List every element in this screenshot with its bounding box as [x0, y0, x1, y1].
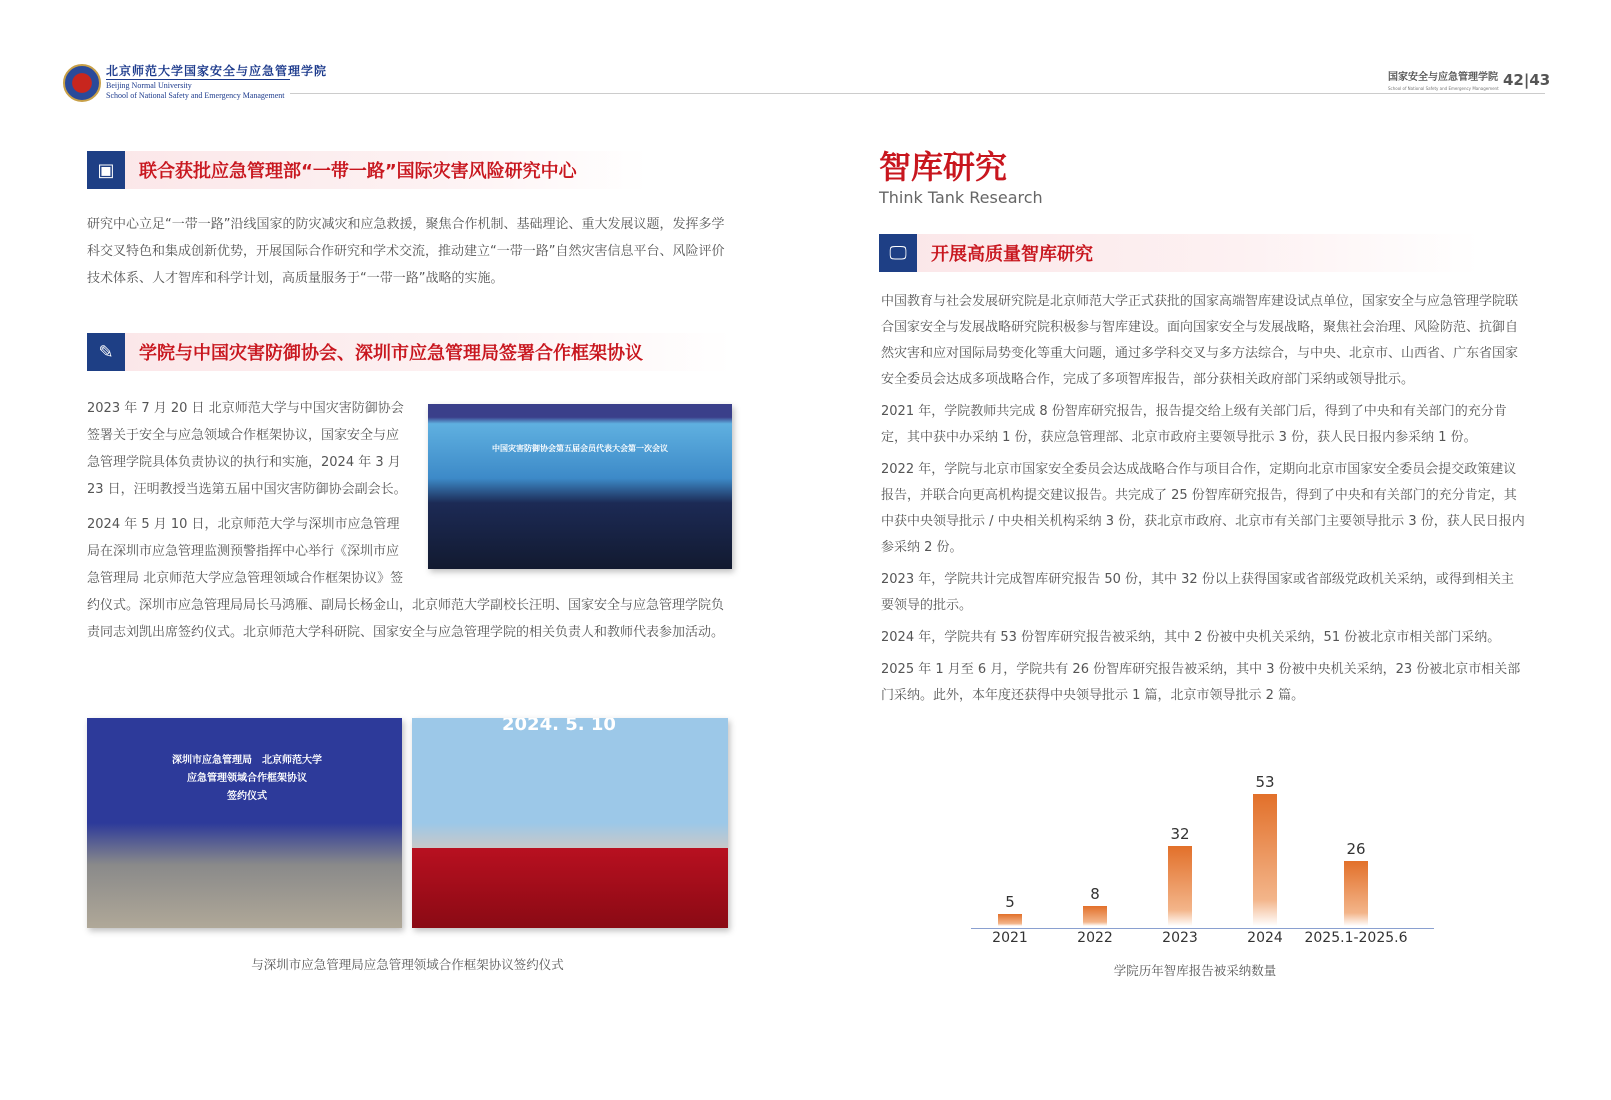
- paragraph: 2021 年，学院教师共完成 8 份智库研究报告，报告提交给上级有关部门后，得到了中央和有关部门的充分肯定，其中获中办采纳 1 份，获应急管理部、北京市政府主要领导批示 3 份，获人民日报内参采纳 1 份。: [881, 404, 1507, 445]
- edit-icon: ✎: [87, 333, 125, 371]
- photo-banner: [127, 752, 367, 806]
- section-header-think-tank: [879, 234, 1479, 272]
- agreement-paragraph-2b: 行《深圳市应急管理局 北京师范大学应急管理领域合作框架协议》签约仪式。深圳市应急管理局局长马鸿雁、副局长杨金山，北京师范大学副校长汪明、国家安全与应急管理学院负责同志刘凯出席签约仪式。北京师范大学科研院、国家安全与应急管理学院的相关负责人和教师代表参加活动。: [87, 544, 725, 640]
- certificate-icon: ▣: [87, 151, 125, 189]
- logo-chinese-name: 北京师范大学国家安全与应急管理学院: [106, 64, 328, 78]
- running-head: 国家安全与应急管理学院: [1388, 72, 1498, 83]
- banner-line: 应急管理领域合作框架协议: [187, 773, 307, 784]
- logo-en-line1: Beijing Normal University: [106, 81, 192, 90]
- bar-value-label: 26: [1346, 840, 1366, 858]
- bar-value-label: 32: [1170, 825, 1190, 843]
- university-seal-logo: [63, 64, 101, 102]
- think-tank-text: [881, 289, 1526, 715]
- photo-caption: 与深圳市应急管理局应急管理领域合作框架协议签约仪式: [251, 957, 564, 972]
- header-rule: [290, 93, 1545, 94]
- x-tick-label: 2024: [1247, 930, 1283, 946]
- bar-2022: [1083, 906, 1107, 926]
- bar-value-label: 5: [1005, 892, 1015, 911]
- agreement-paragraph-2a: 2024 年 5 月 10 日，北京师范大学与深圳市应急管理局在深圳市应急管理监测预警指挥中心举: [87, 517, 400, 559]
- section-header-agreements: [87, 333, 732, 371]
- section-header-belt-road: [87, 151, 647, 189]
- banner-line: 签约仪式: [227, 791, 267, 802]
- paragraph: 2024 年，学院共有 53 份智库研究报告被采纳，其中 2 份被中央机关采纳，51 份被北京市相关部门采纳。: [881, 630, 1501, 645]
- divider: [106, 79, 290, 80]
- banner-line: 深圳市应急管理局 北京师范大学: [172, 755, 322, 766]
- page-right: 43: [1529, 71, 1551, 89]
- conference-photo: [428, 404, 732, 569]
- chart-title: 学院历年智库报告被采纳数量: [1113, 963, 1277, 978]
- signing-photo: [412, 718, 728, 928]
- x-tick-label: 2022: [1077, 930, 1113, 946]
- section-title: 联合获批应急管理部“一带一路”国际灾害风险研究中心: [139, 161, 577, 182]
- running-head-en: School of National Safety and Emergency Management: [1388, 86, 1499, 91]
- x-tick-label: 2023: [1162, 930, 1198, 946]
- bar-2024: [1253, 794, 1277, 927]
- bar-2023: [1168, 846, 1192, 926]
- logo-english-name: [106, 81, 284, 101]
- paragraph: 2025 年 1 月至 6 月，学院共有 26 份智库研究报告被采纳，其中 3 份被中央机关采纳，23 份被北京市相关部门采纳。此外，本年度还获得中央领导批示 1 篇，北京市领导批示 2 篇。: [881, 662, 1521, 703]
- page-title: 智库研究: [879, 148, 1008, 186]
- x-tick-label: 2021: [992, 930, 1028, 946]
- section-title: 学院与中国灾害防御协会、深圳市应急管理局签署合作框架协议: [139, 343, 643, 364]
- bar-value-label: 53: [1255, 772, 1275, 791]
- group-photo: [87, 718, 402, 928]
- section-title: 开展高质量智库研究: [931, 244, 1093, 265]
- logo-en-line2: School of National Safety and Emergency Management: [106, 91, 285, 100]
- monitor-icon: 🖵: [879, 234, 917, 272]
- page-subtitle: Think Tank Research: [879, 188, 1043, 207]
- paragraph: 2022 年，学院与北京市国家安全委员会达成战略合作与项目合作，定期向北京市国家安全委员会提交政策建议报告，并联合向更高机构提交建议报告。共完成了 25 份智库研究报告，得到了中央和有关部门的充分肯定，其中获中央领导批示 / 中央相关机构采纳 3 份，获北京市政府、北京市有关部门主要领导批示 3 份，获人民日报内参采纳 2 份。: [881, 462, 1525, 555]
- belt-road-paragraph: 研究中心立足“一带一路”沿线国家的防灾减灾和应急救援，聚焦合作机制、基础理论、重大发展议题，发挥多学科交叉特色和集成创新优势，开展国际合作研究和学术交流，推动建立“一带一路”自然灾害信息平台、风险评价技术体系、人才智库和科学计划，高质量服务于“一带一路”战略的实施。: [87, 217, 725, 286]
- chart-x-axis: [971, 928, 1434, 929]
- bar-2021: [998, 914, 1022, 927]
- x-tick-label: 2025.1-2025.6: [1304, 930, 1408, 946]
- paragraph: 2023 年，学院共计完成智库研究报告 50 份，其中 32 份以上获得国家或省部级党政机关采纳，或得到相关主要领导的批示。: [881, 572, 1514, 613]
- agreement-paragraph-1: 2023 年 7 月 20 日 北京师范大学与中国灾害防御协会签署关于安全与应急领域合作框架协议，国家安全与应急管理学院具体负责协议的执行和实施，2024 年 3 月 23 日，汪明教授当选第五届中国灾害防御协会副会长。: [87, 401, 407, 497]
- bar-2025.1-2025.6: [1344, 861, 1368, 926]
- agreement-text-flow: [87, 395, 732, 654]
- page-left: 42: [1503, 71, 1524, 89]
- photo-banner-date: 2024. 5. 10: [502, 718, 616, 735]
- bar-value-label: 8: [1090, 885, 1100, 903]
- page-numbers: 42|43: [1503, 71, 1551, 89]
- photo-banner-text: 中国灾害防御协会第五届会员代表大会第一次会议: [492, 444, 668, 453]
- paragraph: 中国教育与社会发展研究院是北京师范大学正式获批的国家高端智库建设试点单位，国家安全与应急管理学院联合国家安全与发展战略研究院积极参与智库建设。面向国家安全与发展战略，聚焦社会治理、风险防范、抗御自然灾害和应对国际局势变化等重大问题，通过多学科交叉与多方法综合，与中央、北京市、山西省、广东省国家安全委员会达成多项战略合作，完成了多项智库报告，部分获相关政府部门采纳或领导批示。: [881, 294, 1519, 387]
